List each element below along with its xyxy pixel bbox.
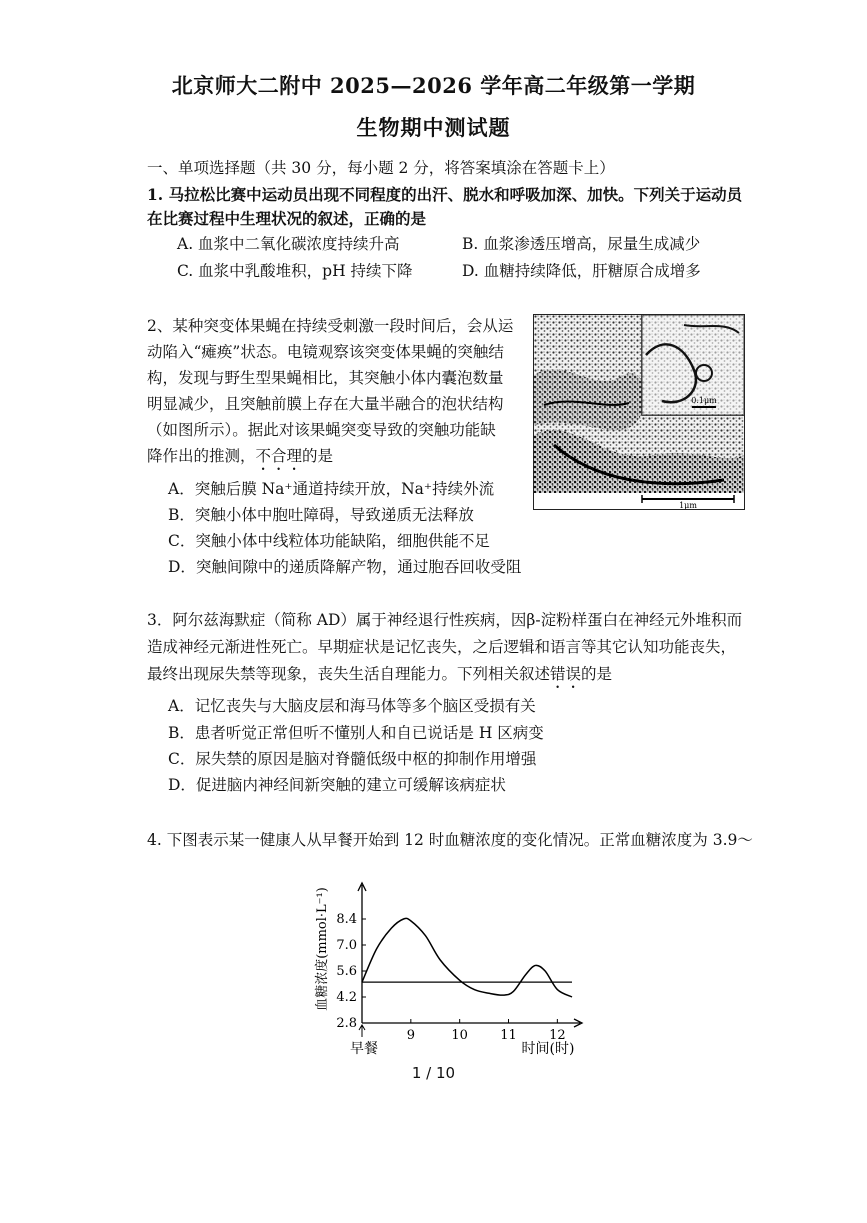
inset-scale-label: 0.1μm xyxy=(691,396,717,405)
y-tick-label: 2.8 xyxy=(336,1016,357,1031)
q1-stem-line2: 在比赛过程中生理状况的叙述，正确的是 xyxy=(147,209,427,228)
q1-stem-line1: 1. 马拉松比赛中运动员出现不同程度的出汗、脱水和呼吸加深、加快。下列关于运动员 xyxy=(147,185,743,204)
q1-option-d: D. 血糖持续降低，肝糖原合成增多 xyxy=(462,262,701,280)
q3-option-d: D．促进脑内神经间新突触的建立可缓解该病症状 xyxy=(168,776,506,794)
breakfast-arrow xyxy=(359,1025,365,1037)
blood-glucose-chart xyxy=(300,875,600,1065)
q2-stem-line1: 2、某种突变体果蝇在持续受刺激一段时间后，会从运 xyxy=(147,317,514,335)
chart-x-label: 时间(时) xyxy=(521,1041,575,1057)
q3-stem-line3-pre: 最终出现尿失禁等现象，丧失生活自理能力。下列相关叙述 xyxy=(147,665,551,683)
q2-stem-line2: 动陷入“瘫痪”状态。电镜观察该突变体果蝇的突触结 xyxy=(147,343,504,361)
y-tick-label: 4.2 xyxy=(336,990,357,1005)
chart-breakfast-label: 早餐 xyxy=(350,1041,378,1057)
synapse-micrograph xyxy=(533,314,745,510)
q4-stem-line1: 4. 下图表示某一健康人从早餐开始到 12 时血糖浓度的变化情况。正常血糖浓度为 3.9～ xyxy=(147,831,753,849)
chart-y-label: 血糖浓度(mmol·L⁻¹) xyxy=(315,887,330,1011)
q3-stem-line3 xyxy=(147,664,612,692)
chart-lines xyxy=(362,918,572,997)
page-number: 1 / 10 xyxy=(411,1064,456,1082)
q1-option-a: A. 血浆中二氧化碳浓度持续升高 xyxy=(177,235,400,253)
q2-option-b: B．突触小体中胞吐障碍，导致递质无法释放 xyxy=(168,506,474,524)
q2-emphasis: 不合理 xyxy=(255,447,303,465)
q2-stem-line4: 明显减少，且突触前膜上存在大量半融合的泡状结构 xyxy=(147,395,504,413)
q2-stem-line5: （如图所示）。据此对该果蝇突变导致的突触功能缺 xyxy=(147,421,496,439)
q2-stem-line6-pre: 降作出的推测， xyxy=(147,447,256,465)
q2-option-a: A．突触后膜 Na⁺通道持续开放，Na⁺持续外流 xyxy=(168,480,495,498)
x-tick-label: 12 xyxy=(549,1028,566,1043)
micrograph-inset xyxy=(642,315,744,415)
q2-option-d: D．突触间隙中的递质降解产物，通过胞吞回收受阻 xyxy=(168,558,522,576)
q2-stem-line6 xyxy=(147,446,333,474)
glucose-curve xyxy=(362,918,572,997)
q1-option-c: C. 血浆中乳酸堆积，pH 持续下降 xyxy=(177,262,413,280)
chart-axes xyxy=(358,883,582,1037)
q3-stem-line3-post: 的是 xyxy=(581,665,613,683)
q3-stem-line2: 造成神经元渐进性死亡。早期症状是记忆丧失，之后逻辑和语言等其它认知功能丧失， xyxy=(147,638,737,656)
q3-stem-line1: 3．阿尔兹海默症（简称 AD）属于神经退行性疾病，因β-淀粉样蛋白在神经元外堆积而 xyxy=(147,611,743,629)
q2-stem-line6-post: 的是 xyxy=(302,447,334,465)
x-tick-label: 11 xyxy=(500,1028,517,1043)
exam-subtitle: 生物期中测试题 xyxy=(356,115,511,140)
x-tick-label: 10 xyxy=(451,1028,468,1043)
x-tick-label: 9 xyxy=(406,1028,415,1043)
q2-stem-line3: 构，发现与野生型果蝇相比，其突触小体内囊泡数量 xyxy=(147,369,504,387)
exam-title: 北京师大二附中 2025—2026 学年高二年级第一学期 xyxy=(171,73,696,98)
q3-option-b: B．患者听觉正常但听不懂别人和自已说话是 H 区病变 xyxy=(168,724,544,742)
q3-option-c: C．尿失禁的原因是脑对脊髓低级中枢的抑制作用增强 xyxy=(168,750,537,768)
q3-emphasis: 错误 xyxy=(550,665,582,683)
main-scale-label: 1μm xyxy=(679,501,697,509)
q1-option-b: B. 血浆渗透压增高，尿量生成减少 xyxy=(462,235,701,253)
micrograph-svg xyxy=(534,315,744,509)
y-tick-label: 8.4 xyxy=(336,912,357,927)
q3-option-a: A．记忆丧失与大脑皮层和海马体等多个脑区受损有关 xyxy=(168,697,536,715)
y-tick-label: 7.0 xyxy=(336,938,357,953)
q2-option-c: C．突触小体中线粒体功能缺陷，细胞供能不足 xyxy=(168,532,490,550)
y-tick-label: 5.6 xyxy=(336,964,357,979)
section-heading: 一、单项选择题（共 30 分，每小题 2 分，将答案填涂在答题卡上） xyxy=(147,159,615,177)
